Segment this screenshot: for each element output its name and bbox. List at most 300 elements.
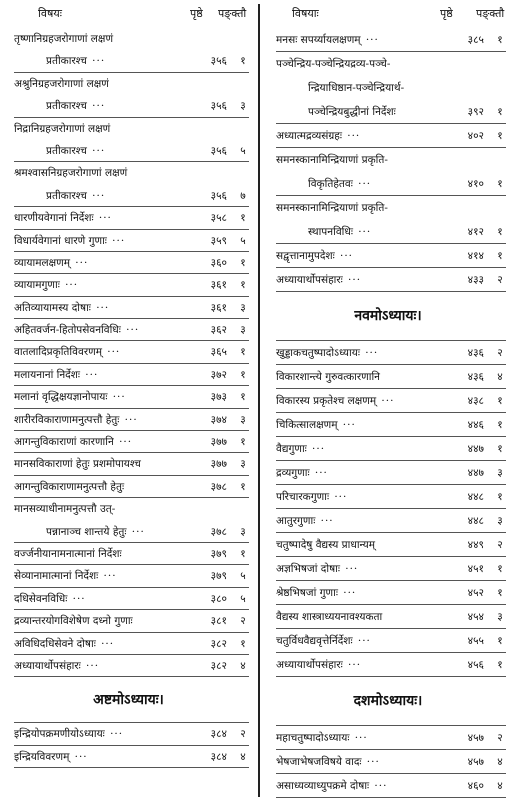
entry-page-number: ३८४ <box>210 750 227 763</box>
entry-line-number: ३ <box>240 413 246 426</box>
entry-text: अविधिदधिसेवने दोषाः <box>14 637 96 650</box>
leader-dots: ··· <box>92 144 106 157</box>
entry-line-number: १ <box>240 368 246 381</box>
entry-page-number: ३६१ <box>210 301 227 314</box>
index-entry <box>0 252 257 274</box>
entry-page-number: ४३६ <box>467 371 484 383</box>
index-entry <box>262 148 514 172</box>
entry-text: मानसविकाराणां हेतुः प्रशमोपायश्च <box>14 458 141 471</box>
leader-dots: ··· <box>85 368 99 381</box>
leader-dots: ··· <box>74 750 88 763</box>
entry-page-number: ४१४ <box>467 250 484 262</box>
entry-subject <box>14 633 179 655</box>
entry-page-number: ४६० <box>467 780 484 792</box>
line-header: पङ्क्तौ <box>476 7 505 20</box>
entry-subject <box>276 437 436 461</box>
entry-subject <box>276 461 436 485</box>
entry-subject <box>276 557 436 581</box>
entry-text: विकृतिहेतवः <box>308 178 353 190</box>
index-entry <box>0 162 257 184</box>
index-entry <box>0 655 257 677</box>
entry-line-number: ३ <box>497 467 503 479</box>
index-entry <box>262 774 514 798</box>
entry-subject <box>14 364 179 386</box>
entry-line-number: १ <box>497 419 503 431</box>
entry-subject <box>14 162 179 184</box>
entry-page-number: ४४८ <box>467 515 484 527</box>
entry-text: समनस्कानामिन्द्रियाणां प्रकृति- <box>276 202 388 214</box>
entry-page-number: ४४९ <box>467 539 484 551</box>
index-entry <box>0 565 257 587</box>
index-entry <box>0 723 257 745</box>
page-header: पृष्ठे <box>440 7 453 20</box>
entry-page-number: ४५१ <box>467 563 484 575</box>
entry-line-number: १ <box>240 346 246 359</box>
leader-dots: ··· <box>92 55 106 68</box>
index-entry <box>262 461 514 485</box>
leader-dots: ··· <box>131 525 145 538</box>
leader-dots: ··· <box>101 637 115 650</box>
entry-line-number: १ <box>240 547 246 560</box>
left-column-header <box>0 6 257 24</box>
entry-page-number: ४१० <box>467 178 484 190</box>
entry-text: वैद्यस्य शास्त्राध्ययनावश्यकता <box>276 611 383 623</box>
entry-text: आतुरगुणाः <box>276 515 316 527</box>
entry-line-number: ४ <box>240 750 246 763</box>
entry-subject <box>46 140 179 162</box>
entry-page-number: ३६२ <box>210 324 227 337</box>
entry-line-number: ५ <box>240 144 246 157</box>
index-entry <box>0 610 257 632</box>
entry-subject <box>14 409 179 431</box>
entry-subject <box>14 386 179 408</box>
entry-text: इन्द्रियविवरणम् <box>14 750 70 763</box>
entry-page-number: ३८२ <box>210 637 227 650</box>
entry-text: विकारस्य प्रकृतेश्च लक्षणम् <box>276 395 377 407</box>
entry-text: विकारशान्त्ये गुरुवत्कारणानि <box>276 371 381 383</box>
entry-line-number: १ <box>240 480 246 493</box>
entry-line-number: १ <box>497 34 503 46</box>
entry-text: अध्यात्मद्रव्यसंग्रहः <box>276 130 342 142</box>
entry-line-number: ३ <box>497 611 503 623</box>
entry-subject <box>276 389 436 413</box>
entry-page-number: ३७७ <box>210 436 227 449</box>
leader-dots: ··· <box>92 189 106 202</box>
chapter-heading <box>262 292 514 341</box>
entry-subject <box>14 588 179 610</box>
entry-subject <box>14 252 179 274</box>
entry-line-number: ५ <box>240 570 246 583</box>
entry-line-number: १ <box>497 491 503 503</box>
left-entries <box>0 28 257 768</box>
entry-text: मानसव्याधीनामनुत्पत्तौ उत्- <box>14 503 116 516</box>
index-entry <box>262 124 514 148</box>
entry-page-number: ४४६ <box>467 419 484 431</box>
entry-text: असाध्यव्याध्युपक्रमे दोषाः <box>276 780 370 792</box>
entry-text: प्रतीकारश्च <box>46 189 87 202</box>
index-entry <box>262 726 514 750</box>
entry-text: अज्ञभिषजां दोषाः <box>276 563 340 575</box>
entry-page-number: ४५६ <box>467 659 484 671</box>
entry-page-number: ४५७ <box>467 756 484 768</box>
entry-line-number: १ <box>240 436 246 449</box>
index-entry <box>262 557 514 581</box>
entry-text: मनसः सपर्य्यायलक्षणम् <box>276 34 361 46</box>
index-entry <box>262 76 514 100</box>
line-header: पङ्क्तौ <box>218 7 247 20</box>
entry-subject <box>14 431 179 453</box>
entry-subject <box>14 319 179 341</box>
leader-dots: ··· <box>366 756 380 768</box>
index-entry <box>0 319 257 341</box>
entry-text: अहितवर्जन-हितोपसेवनविधिः <box>14 324 121 337</box>
index-entry <box>262 244 514 268</box>
entry-subject <box>276 365 436 389</box>
entry-subject <box>276 629 436 653</box>
subject-header: विषयाः <box>292 7 319 20</box>
entry-subject <box>14 610 179 632</box>
index-entry <box>262 750 514 774</box>
entry-subject <box>276 52 436 76</box>
leader-dots: ··· <box>126 324 140 337</box>
entry-page-number: ३८१ <box>210 615 227 628</box>
entry-text: चतुष्पादेषु वैद्यस्य प्राधान्यम् <box>276 539 376 551</box>
entry-subject <box>276 533 436 557</box>
entry-subject <box>14 230 179 252</box>
index-entry <box>0 73 257 95</box>
entry-page-number: ३५९ <box>210 234 227 247</box>
entry-text: अध्यायार्थोपसंहारः <box>276 659 343 671</box>
entry-text: सद्वृत्तानामुपदेशः <box>276 250 335 262</box>
leader-dots: ··· <box>343 587 357 599</box>
entry-text: अध्यायार्थोपसंहारः <box>14 659 81 672</box>
entry-subject <box>276 124 436 148</box>
entry-text: मलायनानां निर्देशः <box>14 368 81 381</box>
entry-subject <box>46 50 179 72</box>
entry-page-number: ३७३ <box>210 391 227 404</box>
chapter-heading <box>262 677 514 726</box>
entry-subject <box>14 498 179 520</box>
entry-text: श्रमश्वासनिग्रहजरोगाणां लक्षणं <box>14 167 128 180</box>
leader-dots: ··· <box>112 234 126 247</box>
index-entry <box>0 364 257 386</box>
entry-text: विधार्यवेगानां धारणे गुणाः <box>14 234 107 247</box>
entry-subject <box>14 207 179 229</box>
entry-line-number: १ <box>497 130 503 142</box>
index-entry <box>0 230 257 252</box>
index-entry <box>0 28 257 50</box>
entry-text: परिचारकगुणाः <box>276 491 330 503</box>
entry-subject <box>276 750 436 774</box>
leader-dots: ··· <box>72 592 86 605</box>
entry-page-number: ४०२ <box>467 130 484 142</box>
entry-page-number: ३९२ <box>467 106 484 118</box>
index-entry <box>262 653 514 677</box>
index-entry <box>262 485 514 509</box>
entry-page-number: ४५७ <box>467 732 484 744</box>
entry-subject <box>14 73 179 95</box>
entry-line-number: १ <box>240 391 246 404</box>
entry-text: पञ्चेन्द्रियबुद्धीनां निर्देशः <box>308 106 396 118</box>
entry-subject <box>14 655 179 677</box>
entry-page-number: ३५६ <box>210 144 227 157</box>
leader-dots: ··· <box>103 570 117 583</box>
entry-subject <box>276 341 436 365</box>
entry-line-number: २ <box>497 347 503 359</box>
entry-subject <box>14 118 179 140</box>
entry-subject <box>14 543 179 565</box>
entry-text: द्रव्यान्तरयोगविशेषेण दध्नो गुणाः <box>14 615 133 628</box>
leader-dots: ··· <box>365 34 379 46</box>
entry-line-number: २ <box>240 728 246 741</box>
index-entry <box>0 476 257 498</box>
entry-text: महाचतुष्पादोऽध्यायः <box>276 732 350 744</box>
leader-dots: ··· <box>112 391 126 404</box>
entry-subject <box>276 485 436 509</box>
entry-subject <box>46 185 179 207</box>
entry-page-number: ३७८ <box>210 480 227 493</box>
right-column-header <box>262 6 514 24</box>
right-entries <box>262 28 514 798</box>
entry-line-number: ४ <box>497 756 503 768</box>
entry-text: वातलादिप्रकृतिविवरणम् <box>14 346 102 359</box>
entry-text: अतिव्यायामस्य दोषाः <box>14 301 91 314</box>
leader-dots: ··· <box>374 780 388 792</box>
entry-subject <box>276 413 436 437</box>
entry-text: श्रेष्ठभिषजां गुणाः <box>276 587 338 599</box>
index-entry <box>262 605 514 629</box>
entry-line-number: १ <box>497 226 503 238</box>
entry-page-number: ३६५ <box>210 346 227 359</box>
entry-subject <box>14 274 179 296</box>
chapter-title: दशमोऽध्यायः। <box>353 693 423 709</box>
column-divider <box>258 4 260 797</box>
entry-text: चतुर्विधवैद्यवृत्तेर्निर्देशः <box>276 635 353 647</box>
entry-line-number: १ <box>497 659 503 671</box>
index-entry <box>262 52 514 76</box>
entry-text: अध्यायार्थोपसंहारः <box>276 274 343 286</box>
entry-subject <box>14 341 179 363</box>
entry-text: समनस्कानामिन्द्रियाणां प्रकृति- <box>276 154 388 166</box>
index-entry <box>0 543 257 565</box>
leader-dots: ··· <box>340 250 354 262</box>
entry-page-number: ४३६ <box>467 347 484 359</box>
index-entry <box>262 389 514 413</box>
entry-subject <box>46 521 179 543</box>
leader-dots: ··· <box>107 346 121 359</box>
entry-page-number: ३८२ <box>210 659 227 672</box>
index-entry <box>262 581 514 605</box>
entry-line-number: ३ <box>240 458 246 471</box>
entry-line-number: २ <box>240 615 246 628</box>
index-entry <box>0 140 257 162</box>
entry-line-number: १ <box>497 178 503 190</box>
entry-subject <box>46 95 179 117</box>
leader-dots: ··· <box>354 732 368 744</box>
chapter-title: अष्टमोऽध्यायः। <box>93 692 164 709</box>
entry-text: चिकित्सालक्षणम् <box>276 419 338 431</box>
entry-subject <box>14 565 179 587</box>
entry-subject <box>276 726 436 750</box>
entry-page-number: ३५६ <box>210 55 227 68</box>
entry-line-number: १ <box>240 212 246 225</box>
entry-line-number: १ <box>240 55 246 68</box>
entry-page-number: ४५२ <box>467 587 484 599</box>
leader-dots: ··· <box>92 100 106 113</box>
chapter-heading <box>0 677 257 723</box>
entry-page-number: ३७९ <box>210 570 227 583</box>
entry-text: अश्रुनिग्रहजरोगाणां लक्षणं <box>14 77 109 90</box>
entry-page-number: ४३८ <box>467 395 484 407</box>
entry-page-number: ३८४ <box>210 728 227 741</box>
entry-text: खुड्डाकचतुष्पादोऽध्यायः <box>276 347 360 359</box>
leader-dots: ··· <box>342 419 356 431</box>
entry-text: आगन्तुविकाराणां कारणानि <box>14 436 114 449</box>
entry-subject <box>276 581 436 605</box>
leader-dots: ··· <box>358 226 372 238</box>
entry-subject <box>276 148 436 172</box>
entry-subject <box>14 297 179 319</box>
entry-page-number: ३७८ <box>210 525 227 538</box>
index-entry <box>0 633 257 655</box>
entry-line-number: ३ <box>240 324 246 337</box>
entry-page-number: ४४८ <box>467 491 484 503</box>
entry-text: भेषजाभेषजविषये वादः <box>276 756 362 768</box>
index-entry <box>262 509 514 533</box>
entry-line-number: ३ <box>240 100 246 113</box>
entry-text: प्रतीकारश्च <box>46 100 87 113</box>
entry-text: सेव्यानामात्मानां निर्देशः <box>14 570 99 583</box>
leader-dots: ··· <box>96 301 110 314</box>
leader-dots: ··· <box>124 413 138 426</box>
subject-header: विषयः <box>38 7 62 20</box>
entry-subject <box>276 244 436 268</box>
leader-dots: ··· <box>334 491 348 503</box>
entry-line-number: १ <box>497 250 503 262</box>
index-entry <box>0 118 257 140</box>
entry-line-number: १ <box>497 563 503 575</box>
index-entry <box>262 28 514 52</box>
entry-line-number: २ <box>497 274 503 286</box>
entry-page-number: ३५८ <box>210 212 227 225</box>
entry-text: वर्ज्जनीयानामनात्मानां निर्देशः <box>14 547 122 560</box>
index-entry <box>262 629 514 653</box>
index-entry <box>0 386 257 408</box>
entry-subject <box>308 76 436 100</box>
entry-subject <box>308 172 436 196</box>
index-entry <box>0 498 257 520</box>
entry-page-number: ३७४ <box>210 413 227 426</box>
entry-text: स्थापनविधिः <box>308 226 353 238</box>
entry-page-number: ३५६ <box>210 189 227 202</box>
entry-line-number: ५ <box>240 592 246 605</box>
entry-subject <box>14 476 179 498</box>
entry-subject <box>14 746 179 768</box>
entry-line-number: १ <box>240 637 246 650</box>
entry-subject <box>276 196 436 220</box>
entry-line-number: २ <box>497 539 503 551</box>
entry-page-number: ३५६ <box>210 100 227 113</box>
index-entry <box>0 341 257 363</box>
entry-page-number: ४१२ <box>467 226 484 238</box>
entry-text: प्रतीकारश्च <box>46 144 87 157</box>
index-entry <box>0 185 257 207</box>
index-entry <box>262 341 514 365</box>
entry-page-number: ३६० <box>210 256 227 269</box>
leader-dots: ··· <box>98 212 112 225</box>
leader-dots: ··· <box>345 563 359 575</box>
entry-page-number: ३७९ <box>210 547 227 560</box>
entry-line-number: ३ <box>497 515 503 527</box>
entry-line-number: ४ <box>497 371 503 383</box>
index-entry <box>0 274 257 296</box>
entry-text: निद्रानिग्रहजरोगाणां लक्षणं <box>14 122 111 135</box>
leader-dots: ··· <box>119 436 133 449</box>
entry-text: व्यायामलक्षणम् <box>14 256 71 269</box>
entry-line-number: ३ <box>240 301 246 314</box>
entry-subject <box>308 220 436 244</box>
entry-subject <box>308 100 436 124</box>
entry-page-number: ३६१ <box>210 279 227 292</box>
entry-page-number: ३८० <box>210 592 227 605</box>
leader-dots: ··· <box>75 256 89 269</box>
entry-text: व्यायामगुणाः <box>14 279 60 292</box>
entry-text: प्रतीकारश्च <box>46 55 87 68</box>
entry-page-number: ४३३ <box>467 274 484 286</box>
right-column <box>262 0 514 799</box>
entry-text: पन्नानाञ्च शान्तये हेतुः <box>46 525 127 538</box>
entry-subject <box>276 28 436 52</box>
leader-dots: ··· <box>312 443 326 455</box>
index-entry <box>262 413 514 437</box>
index-entry <box>0 50 257 72</box>
leader-dots: ··· <box>381 395 395 407</box>
index-entry <box>262 533 514 557</box>
index-entry <box>0 431 257 453</box>
entry-line-number: १ <box>497 635 503 647</box>
index-entry <box>0 207 257 229</box>
index-entry <box>262 220 514 244</box>
entry-line-number: १ <box>497 443 503 455</box>
leader-dots: ··· <box>357 635 371 647</box>
entry-text: वैद्यगुणाः <box>276 443 307 455</box>
entry-page-number: ४५५ <box>467 635 484 647</box>
index-entry <box>262 196 514 220</box>
entry-text: शारीरविकाराणामनुत्पत्तौ हेतुः <box>14 413 120 426</box>
index-entry <box>262 365 514 389</box>
entry-line-number: १ <box>497 395 503 407</box>
entry-line-number: १ <box>240 279 246 292</box>
leader-dots: ··· <box>314 467 328 479</box>
leader-dots: ··· <box>320 515 334 527</box>
index-entry <box>0 746 257 768</box>
entry-page-number: ४४७ <box>467 467 484 479</box>
entry-subject <box>276 268 436 292</box>
index-entry <box>262 172 514 196</box>
index-entry <box>0 521 257 543</box>
entry-page-number: ४४७ <box>467 443 484 455</box>
entry-page-number: ३८५ <box>467 34 484 46</box>
entry-line-number: ४ <box>497 780 503 792</box>
leader-dots: ··· <box>365 347 379 359</box>
page-header: पृष्ठे <box>190 7 203 20</box>
entry-text: पञ्चेन्द्रिय-पञ्चेन्द्रियद्रव्य-पञ्चे- <box>276 58 391 70</box>
leader-dots: ··· <box>65 279 79 292</box>
leader-dots: ··· <box>347 130 361 142</box>
entry-line-number: १ <box>497 587 503 599</box>
entry-line-number: ४ <box>240 659 246 672</box>
entry-text: दधिसेवनविधिः <box>14 592 68 605</box>
